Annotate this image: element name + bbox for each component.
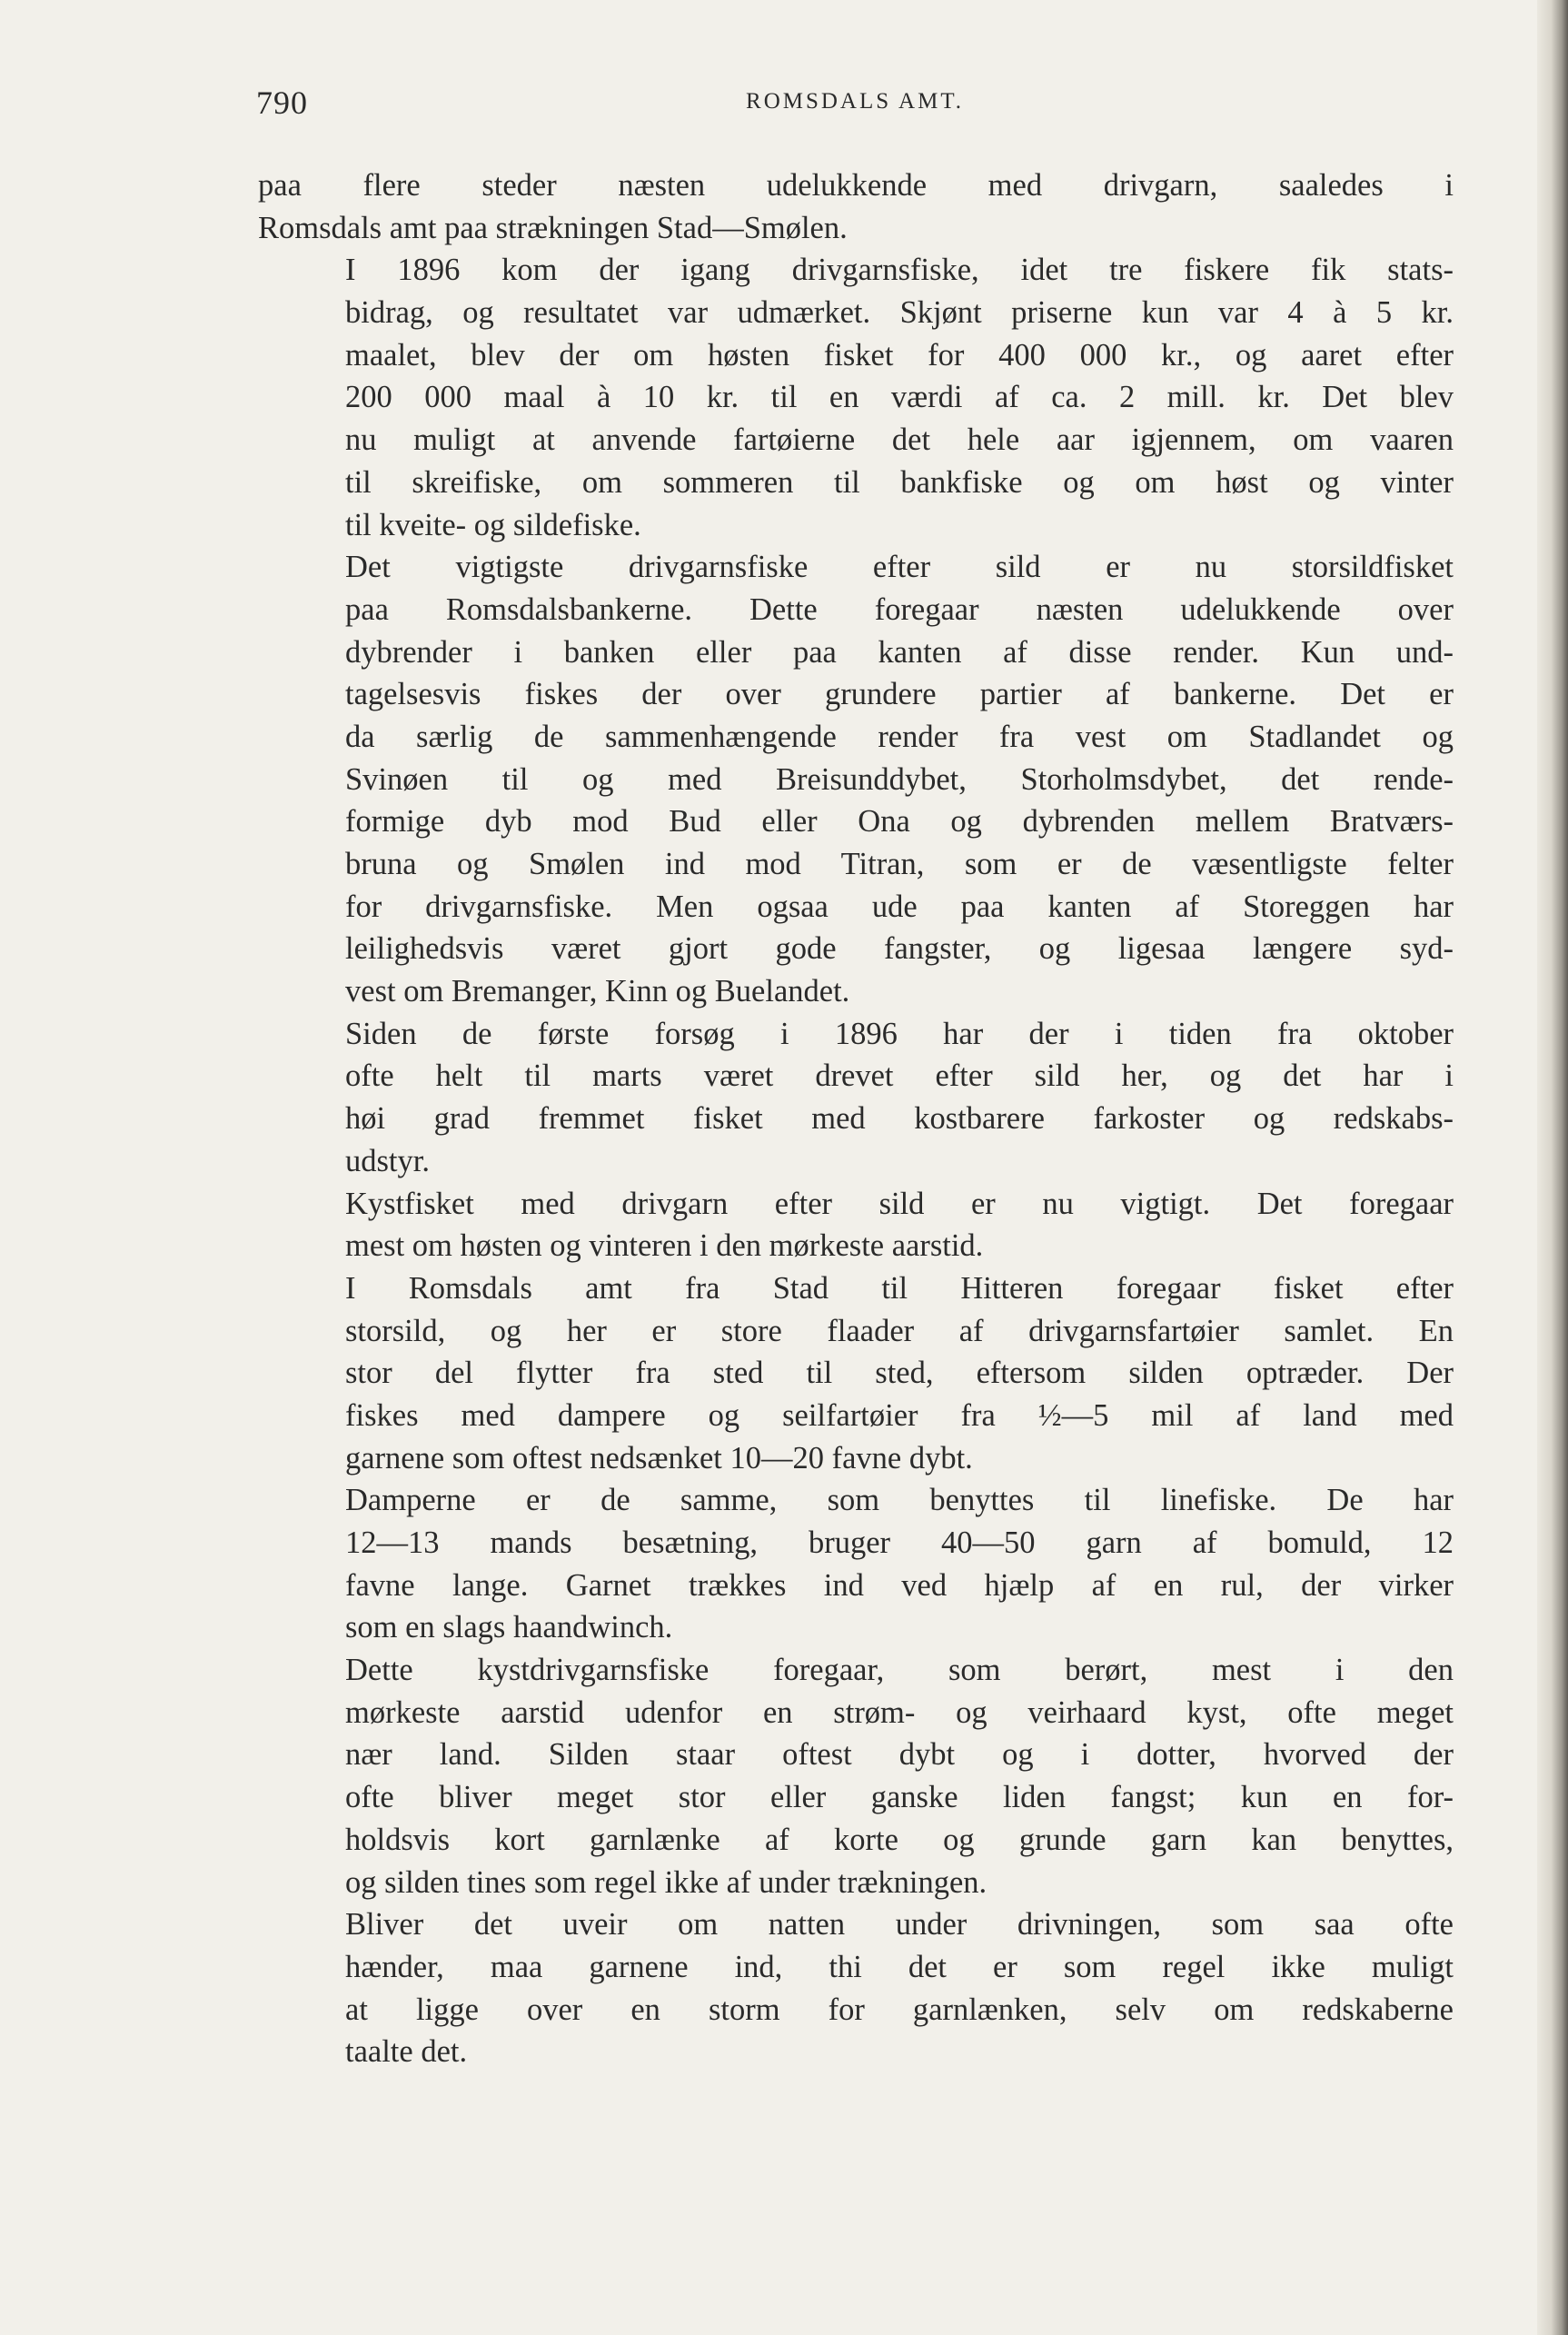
text-line: at ligge over en storm for garnlænken, selv om redskaberne bbox=[345, 1992, 1454, 2027]
text-line: Svinøen til og med Breisunddybet, Storholmsdybet, det rende- bbox=[345, 761, 1454, 797]
text-line: høi grad fremmet fisket med kostbarere farkoster og redskabs- bbox=[345, 1101, 1454, 1137]
paragraph bbox=[258, 1013, 1454, 1183]
text-line: ofte helt til marts været drevet efter sild her, og det har i bbox=[345, 1058, 1454, 1094]
text-line: da særlig de sammenhængende render fra vest om Stadlandet og bbox=[345, 719, 1454, 754]
paragraph bbox=[258, 1649, 1454, 1903]
text-line: I 1896 kom der igang drivgarnsfiske, idet tre fiskere fik stats- bbox=[345, 253, 1454, 288]
text-line: og silden tines som regel ikke af under trækningen. bbox=[345, 1864, 987, 1900]
text-line: Dette kystdrivgarnsfiske foregaar, som berørt, mest i den bbox=[345, 1653, 1454, 1688]
text-line: formige dyb mod Bud eller Ona og dybrenden mellem Bratværs- bbox=[345, 804, 1454, 840]
text-line: for drivgarnsfiske. Men ogsaa ude paa kanten af Storeggen har bbox=[345, 889, 1454, 924]
text-line: 200 000 maal à 10 kr. til en værdi af ca. 2 mill. kr. Det blev bbox=[345, 380, 1454, 415]
text-line: hænder, maa garnene ind, thi det er som regel ikke muligt bbox=[345, 1949, 1454, 1984]
text-line: ofte bliver meget stor eller ganske liden fangst; kun en for- bbox=[345, 1780, 1454, 1815]
text-line: til skreifiske, om sommeren til bankfiske og om høst og vinter bbox=[345, 464, 1454, 500]
text-line: vest om Bremanger, Kinn og Buelandet. bbox=[345, 974, 850, 1009]
text-line: I Romsdals amt fra Stad til Hitteren foregaar fisket efter bbox=[345, 1270, 1454, 1306]
running-head: ROMSDALS AMT. bbox=[746, 89, 964, 114]
text-line: stor del flytter fra sted til sted, eftersom silden optræder. Der bbox=[345, 1356, 1454, 1391]
text-line: paa flere steder næsten udelukkende med drivgarn, saaledes i bbox=[258, 168, 1454, 203]
text-line: garnene som oftest nedsænket 10—20 favne dybt. bbox=[345, 1440, 973, 1476]
text-line: udstyr. bbox=[345, 1143, 430, 1178]
text-line: maalet, blev der om høsten fisket for 400 000 kr., og aaret efter bbox=[345, 337, 1454, 373]
paragraph bbox=[258, 546, 1454, 1013]
text-line: Romsdals amt paa strækningen Stad—Smølen. bbox=[258, 210, 848, 245]
text-line: Det vigtigste drivgarnsfiske efter sild er nu storsildfisket bbox=[345, 550, 1454, 585]
text-line: storsild, og her er store flaader af drivgarnsfartøier samlet. En bbox=[345, 1313, 1454, 1348]
text-line: Bliver det uveir om natten under drivningen, som saa ofte bbox=[345, 1907, 1454, 1943]
text-line: tagelsesvis fiskes der over grundere partier af bankerne. Det er bbox=[345, 677, 1454, 712]
page-edge-shadow bbox=[1537, 0, 1568, 2335]
paragraph bbox=[258, 1267, 1454, 1479]
text-line: favne lange. Garnet trækkes ind ved hjælp af en rul, der virker bbox=[345, 1567, 1454, 1603]
text-line: paa Romsdalsbankerne. Dette foregaar næsten udelukkende over bbox=[345, 591, 1454, 627]
text-line: dybrender i banken eller paa kanten af disse render. Kun und- bbox=[345, 634, 1454, 670]
text-line: nær land. Silden staar oftest dybt og i dotter, hvorved der bbox=[345, 1737, 1454, 1773]
text-line: til kveite- og sildefiske. bbox=[345, 507, 641, 542]
paragraph bbox=[258, 249, 1454, 546]
page-number: 790 bbox=[256, 84, 308, 121]
text-line: som en slags haandwinch. bbox=[345, 1610, 673, 1645]
paragraph bbox=[258, 1183, 1454, 1267]
paragraph bbox=[258, 1479, 1454, 1649]
text-line: nu muligt at anvende fartøierne det hele aar igjennem, om vaaren bbox=[345, 422, 1454, 458]
text-line: Damperne er de samme, som benyttes til linefiske. De har bbox=[345, 1483, 1454, 1518]
text-line: Siden de første forsøg i 1896 har der i tiden fra oktober bbox=[345, 1016, 1454, 1051]
text-line: bidrag, og resultatet var udmærket. Skjønt priserne kun var 4 à 5 kr. bbox=[345, 295, 1454, 331]
text-line: mest om høsten og vinteren i den mørkeste aarstid. bbox=[345, 1228, 984, 1264]
text-line: Kystfisket med drivgarn efter sild er nu vigtigt. Det foregaar bbox=[345, 1186, 1454, 1221]
text-line: taalte det. bbox=[345, 2034, 468, 2070]
paragraph bbox=[258, 1903, 1454, 2073]
text-line: holdsvis kort garnlænke af korte og grunde garn kan benyttes, bbox=[345, 1822, 1454, 1857]
page-header bbox=[256, 84, 1454, 129]
text-line: fiskes med dampere og seilfartøier fra ½—5 mil af land med bbox=[345, 1397, 1454, 1433]
text-line: mørkeste aarstid udenfor en strøm- og veirhaard kyst, ofte meget bbox=[345, 1694, 1454, 1730]
text-line: bruna og Smølen ind mod Titran, som er de væsentligste felter bbox=[345, 847, 1454, 881]
paragraph bbox=[258, 164, 1454, 249]
text-line: leilighedsvis været gjort gode fangster, og ligesaa længere syd- bbox=[345, 931, 1454, 967]
body-text bbox=[258, 164, 1454, 2073]
text-line: 12—13 mands besætning, bruger 40—50 garn af bomuld, 12 bbox=[345, 1525, 1454, 1560]
